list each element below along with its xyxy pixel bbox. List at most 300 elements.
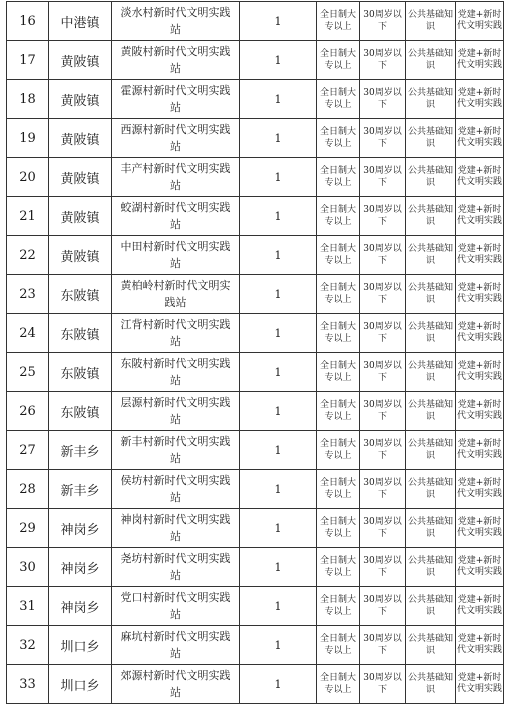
table-row <box>7 470 504 509</box>
age-text: 30周岁以下 <box>363 205 402 227</box>
subject-text: 公共基础知识 <box>407 10 453 32</box>
count-text: 1 <box>274 248 282 262</box>
education-text: 全日制大专以上 <box>319 127 356 149</box>
table-row <box>7 392 504 431</box>
education-text: 全日制大专以上 <box>319 634 356 656</box>
township <box>49 470 112 509</box>
township <box>49 314 112 353</box>
education-text: 全日制大专以上 <box>319 205 356 227</box>
row-number <box>7 80 49 119</box>
practice-station-name <box>112 353 240 392</box>
station-text: 江背村新时代文明实践站 <box>120 318 231 348</box>
township <box>49 431 112 470</box>
education-requirement <box>317 236 360 275</box>
recruit-count <box>240 158 317 197</box>
table-row <box>7 197 504 236</box>
age-requirement <box>360 509 406 548</box>
recruit-count <box>240 41 317 80</box>
age-requirement <box>360 236 406 275</box>
exam-text: 党建+新时代文明实践 <box>456 127 502 148</box>
subject-text: 公共基础知识 <box>407 634 453 656</box>
practice-station-name <box>112 158 240 197</box>
recruit-count <box>240 470 317 509</box>
count-text: 1 <box>274 638 282 652</box>
practice-station-name <box>112 41 240 80</box>
practice-station-name <box>112 665 240 704</box>
education-text: 全日制大专以上 <box>319 10 356 32</box>
exam-text: 党建+新时代文明实践 <box>456 205 502 226</box>
count-text: 1 <box>274 131 282 145</box>
written-exam-subject <box>406 665 456 704</box>
count-text: 1 <box>274 14 282 28</box>
subject-text: 公共基础知识 <box>407 127 453 149</box>
practice-station-name <box>112 314 240 353</box>
age-text: 30周岁以下 <box>363 634 402 656</box>
town-text: 圳口乡 <box>60 678 100 694</box>
exam-text: 党建+新时代文明实践 <box>456 517 502 538</box>
age-requirement <box>360 158 406 197</box>
count-text: 1 <box>274 599 282 613</box>
education-text: 全日制大专以上 <box>319 439 356 461</box>
education-requirement <box>317 353 360 392</box>
education-requirement <box>317 119 360 158</box>
town-text: 东陂镇 <box>60 327 100 343</box>
exam-text: 党建+新时代文明实践 <box>456 322 502 343</box>
interview-topic <box>456 314 504 353</box>
num-text: 19 <box>19 130 36 146</box>
age-text: 30周岁以下 <box>363 166 402 188</box>
interview-topic <box>456 548 504 587</box>
table-row <box>7 626 504 665</box>
age-requirement <box>360 2 406 41</box>
row-number <box>7 158 49 197</box>
written-exam-subject <box>406 197 456 236</box>
education-requirement <box>317 587 360 626</box>
exam-text: 党建+新时代文明实践 <box>456 439 502 460</box>
count-text: 1 <box>274 287 282 301</box>
exam-text: 党建+新时代文明实践 <box>456 88 502 109</box>
count-text: 1 <box>274 443 282 457</box>
count-text: 1 <box>274 209 282 223</box>
interview-topic <box>456 665 504 704</box>
station-text: 西源村新时代文明实践站 <box>120 123 231 153</box>
township <box>49 392 112 431</box>
num-text: 27 <box>19 442 36 458</box>
education-text: 全日制大专以上 <box>319 166 356 188</box>
num-text: 18 <box>19 91 36 107</box>
station-text: 尧坊村新时代文明实践站 <box>120 552 231 582</box>
table-row <box>7 2 504 41</box>
township <box>49 197 112 236</box>
interview-topic <box>456 626 504 665</box>
recruit-count <box>240 509 317 548</box>
row-number <box>7 431 49 470</box>
exam-text: 党建+新时代文明实践 <box>456 10 502 31</box>
table-row <box>7 431 504 470</box>
education-requirement <box>317 158 360 197</box>
row-number <box>7 119 49 158</box>
written-exam-subject <box>406 587 456 626</box>
town-text: 黄陂镇 <box>60 132 100 148</box>
education-requirement <box>317 275 360 314</box>
num-text: 16 <box>19 13 36 29</box>
township <box>49 509 112 548</box>
count-text: 1 <box>274 404 282 418</box>
station-text: 新丰村新时代文明实践站 <box>120 435 231 465</box>
education-requirement <box>317 431 360 470</box>
exam-text: 党建+新时代文明实践 <box>456 478 502 499</box>
education-requirement <box>317 392 360 431</box>
station-text: 丰产村新时代文明实践站 <box>120 162 231 192</box>
education-requirement <box>317 2 360 41</box>
age-text: 30周岁以下 <box>363 439 402 461</box>
education-requirement <box>317 626 360 665</box>
education-requirement <box>317 470 360 509</box>
age-requirement <box>360 431 406 470</box>
exam-text: 党建+新时代文明实践 <box>456 166 502 187</box>
township <box>49 158 112 197</box>
num-text: 28 <box>19 481 36 497</box>
written-exam-subject <box>406 509 456 548</box>
written-exam-subject <box>406 158 456 197</box>
station-text: 麻坑村新时代文明实践站 <box>120 630 231 660</box>
row-number <box>7 470 49 509</box>
table-row <box>7 587 504 626</box>
subject-text: 公共基础知识 <box>407 517 453 539</box>
subject-text: 公共基础知识 <box>407 556 453 578</box>
interview-topic <box>456 2 504 41</box>
age-text: 30周岁以下 <box>363 283 402 305</box>
town-text: 东陂镇 <box>60 366 100 382</box>
age-requirement <box>360 665 406 704</box>
recruit-count <box>240 80 317 119</box>
written-exam-subject <box>406 275 456 314</box>
count-text: 1 <box>274 53 282 67</box>
education-requirement <box>317 80 360 119</box>
num-text: 25 <box>19 364 36 380</box>
subject-text: 公共基础知识 <box>407 322 453 344</box>
exam-text: 党建+新时代文明实践 <box>456 673 502 694</box>
count-text: 1 <box>274 521 282 535</box>
subject-text: 公共基础知识 <box>407 205 453 227</box>
education-text: 全日制大专以上 <box>319 322 356 344</box>
practice-station-name <box>112 587 240 626</box>
row-number <box>7 197 49 236</box>
township <box>49 80 112 119</box>
education-requirement <box>317 314 360 353</box>
num-text: 20 <box>19 169 36 185</box>
exam-text: 党建+新时代文明实践 <box>456 595 502 616</box>
table-row <box>7 41 504 80</box>
station-text: 东陂村新时代文明实践站 <box>120 357 231 387</box>
written-exam-subject <box>406 626 456 665</box>
row-number <box>7 626 49 665</box>
town-text: 黄陂镇 <box>60 54 100 70</box>
num-text: 21 <box>19 208 36 224</box>
education-text: 全日制大专以上 <box>319 88 356 110</box>
table-row <box>7 275 504 314</box>
practice-station-name <box>112 470 240 509</box>
num-text: 23 <box>19 286 36 302</box>
education-text: 全日制大专以上 <box>319 361 356 383</box>
age-text: 30周岁以下 <box>363 517 402 539</box>
age-requirement <box>360 392 406 431</box>
num-text: 32 <box>19 637 36 653</box>
age-requirement <box>360 197 406 236</box>
recruit-count <box>240 392 317 431</box>
table-row <box>7 314 504 353</box>
exam-text: 党建+新时代文明实践 <box>456 244 502 265</box>
practice-station-name <box>112 197 240 236</box>
row-number <box>7 509 49 548</box>
town-text: 圳口乡 <box>60 639 100 655</box>
practice-station-name <box>112 431 240 470</box>
subject-text: 公共基础知识 <box>407 595 453 617</box>
age-requirement <box>360 548 406 587</box>
age-requirement <box>360 470 406 509</box>
town-text: 新丰乡 <box>60 483 100 499</box>
township <box>49 41 112 80</box>
table-row <box>7 665 504 704</box>
row-number <box>7 548 49 587</box>
age-requirement <box>360 587 406 626</box>
town-text: 中港镇 <box>60 15 100 31</box>
written-exam-subject <box>406 353 456 392</box>
interview-topic <box>456 119 504 158</box>
exam-text: 党建+新时代文明实践 <box>456 283 502 304</box>
station-text: 郊源村新时代文明实践站 <box>120 669 231 699</box>
table-row <box>7 548 504 587</box>
num-text: 29 <box>19 520 36 536</box>
education-requirement <box>317 509 360 548</box>
subject-text: 公共基础知识 <box>407 49 453 71</box>
town-text: 神岗乡 <box>60 522 100 538</box>
recruit-count <box>240 275 317 314</box>
written-exam-subject <box>406 41 456 80</box>
practice-station-name <box>112 509 240 548</box>
age-text: 30周岁以下 <box>363 10 402 32</box>
age-requirement <box>360 626 406 665</box>
interview-topic <box>456 275 504 314</box>
age-requirement <box>360 314 406 353</box>
education-text: 全日制大专以上 <box>319 595 356 617</box>
station-text: 中田村新时代文明实践站 <box>120 240 231 270</box>
station-text: 淡水村新时代文明实践站 <box>120 6 231 36</box>
written-exam-subject <box>406 314 456 353</box>
num-text: 33 <box>19 676 36 692</box>
age-text: 30周岁以下 <box>363 322 402 344</box>
row-number <box>7 41 49 80</box>
age-text: 30周岁以下 <box>363 127 402 149</box>
township <box>49 548 112 587</box>
count-text: 1 <box>274 482 282 496</box>
count-text: 1 <box>274 92 282 106</box>
age-text: 30周岁以下 <box>363 49 402 71</box>
township <box>49 2 112 41</box>
written-exam-subject <box>406 236 456 275</box>
age-text: 30周岁以下 <box>363 595 402 617</box>
num-text: 17 <box>19 52 36 68</box>
table-row <box>7 353 504 392</box>
practice-station-name <box>112 119 240 158</box>
age-text: 30周岁以下 <box>363 361 402 383</box>
interview-topic <box>456 80 504 119</box>
exam-text: 党建+新时代文明实践 <box>456 634 502 655</box>
num-text: 26 <box>19 403 36 419</box>
age-requirement <box>360 353 406 392</box>
education-text: 全日制大专以上 <box>319 556 356 578</box>
age-text: 30周岁以下 <box>363 478 402 500</box>
interview-topic <box>456 197 504 236</box>
row-number <box>7 665 49 704</box>
subject-text: 公共基础知识 <box>407 478 453 500</box>
age-text: 30周岁以下 <box>363 88 402 110</box>
education-requirement <box>317 665 360 704</box>
recruit-count <box>240 2 317 41</box>
station-text: 神岗村新时代文明实践站 <box>120 513 231 543</box>
subject-text: 公共基础知识 <box>407 166 453 188</box>
township <box>49 119 112 158</box>
practice-station-name <box>112 548 240 587</box>
subject-text: 公共基础知识 <box>407 400 453 422</box>
subject-text: 公共基础知识 <box>407 673 453 695</box>
age-text: 30周岁以下 <box>363 400 402 422</box>
row-number <box>7 2 49 41</box>
township <box>49 665 112 704</box>
interview-topic <box>456 236 504 275</box>
num-text: 22 <box>19 247 36 263</box>
interview-topic <box>456 587 504 626</box>
education-text: 全日制大专以上 <box>319 673 356 695</box>
subject-text: 公共基础知识 <box>407 361 453 383</box>
education-requirement <box>317 41 360 80</box>
practice-station-name <box>112 275 240 314</box>
interview-topic <box>456 431 504 470</box>
education-text: 全日制大专以上 <box>319 244 356 266</box>
age-requirement <box>360 275 406 314</box>
town-text: 东陂镇 <box>60 405 100 421</box>
row-number <box>7 353 49 392</box>
subject-text: 公共基础知识 <box>407 88 453 110</box>
interview-topic <box>456 158 504 197</box>
recruit-count <box>240 197 317 236</box>
written-exam-subject <box>406 431 456 470</box>
interview-topic <box>456 41 504 80</box>
num-text: 31 <box>19 598 36 614</box>
written-exam-subject <box>406 80 456 119</box>
station-text: 黄陂村新时代文明实践站 <box>120 45 231 75</box>
written-exam-subject <box>406 119 456 158</box>
count-text: 1 <box>274 560 282 574</box>
education-text: 全日制大专以上 <box>319 400 356 422</box>
township <box>49 587 112 626</box>
table-row <box>7 158 504 197</box>
interview-topic <box>456 392 504 431</box>
town-text: 黄陂镇 <box>60 249 100 265</box>
town-text: 神岗乡 <box>60 561 100 577</box>
interview-topic <box>456 470 504 509</box>
num-text: 30 <box>19 559 36 575</box>
town-text: 黄陂镇 <box>60 210 100 226</box>
age-requirement <box>360 41 406 80</box>
township <box>49 275 112 314</box>
practice-station-name <box>112 626 240 665</box>
age-requirement <box>360 119 406 158</box>
recruit-count <box>240 119 317 158</box>
town-text: 黄陂镇 <box>60 171 100 187</box>
recruit-count <box>240 665 317 704</box>
exam-text: 党建+新时代文明实践 <box>456 556 502 577</box>
interview-topic <box>456 509 504 548</box>
subject-text: 公共基础知识 <box>407 439 453 461</box>
education-requirement <box>317 548 360 587</box>
table-row <box>7 119 504 158</box>
row-number <box>7 314 49 353</box>
practice-station-name <box>112 2 240 41</box>
education-text: 全日制大专以上 <box>319 283 356 305</box>
practice-station-name <box>112 392 240 431</box>
township <box>49 236 112 275</box>
age-text: 30周岁以下 <box>363 673 402 695</box>
interview-topic <box>456 353 504 392</box>
education-text: 全日制大专以上 <box>319 49 356 71</box>
recruitment-table <box>6 1 504 704</box>
count-text: 1 <box>274 365 282 379</box>
town-text: 神岗乡 <box>60 600 100 616</box>
education-requirement <box>317 197 360 236</box>
row-number <box>7 236 49 275</box>
township <box>49 353 112 392</box>
written-exam-subject <box>406 548 456 587</box>
age-requirement <box>360 80 406 119</box>
written-exam-subject <box>406 470 456 509</box>
practice-station-name <box>112 236 240 275</box>
row-number <box>7 392 49 431</box>
table-row <box>7 509 504 548</box>
num-text: 24 <box>19 325 36 341</box>
subject-text: 公共基础知识 <box>407 283 453 305</box>
row-number <box>7 275 49 314</box>
town-text: 黄陂镇 <box>60 93 100 109</box>
practice-station-name <box>112 80 240 119</box>
town-text: 东陂镇 <box>60 288 100 304</box>
count-text: 1 <box>274 326 282 340</box>
recruit-count <box>240 236 317 275</box>
township <box>49 626 112 665</box>
station-text: 黄柏岭村新时代文明实践站 <box>120 279 231 309</box>
exam-text: 党建+新时代文明实践 <box>456 361 502 382</box>
station-text: 蛟湖村新时代文明实践站 <box>120 201 231 231</box>
row-number <box>7 587 49 626</box>
recruit-count <box>240 626 317 665</box>
education-text: 全日制大专以上 <box>319 517 356 539</box>
written-exam-subject <box>406 2 456 41</box>
recruit-count <box>240 314 317 353</box>
station-text: 侯坊村新时代文明实践站 <box>120 474 231 504</box>
table-row <box>7 236 504 275</box>
subject-text: 公共基础知识 <box>407 244 453 266</box>
station-text: 霍源村新时代文明实践站 <box>120 84 231 114</box>
exam-text: 党建+新时代文明实践 <box>456 400 502 421</box>
age-text: 30周岁以下 <box>363 244 402 266</box>
written-exam-subject <box>406 392 456 431</box>
table-row <box>7 80 504 119</box>
recruit-count <box>240 431 317 470</box>
town-text: 新丰乡 <box>60 444 100 460</box>
station-text: 层源村新时代文明实践站 <box>120 396 231 426</box>
education-text: 全日制大专以上 <box>319 478 356 500</box>
recruit-count <box>240 353 317 392</box>
